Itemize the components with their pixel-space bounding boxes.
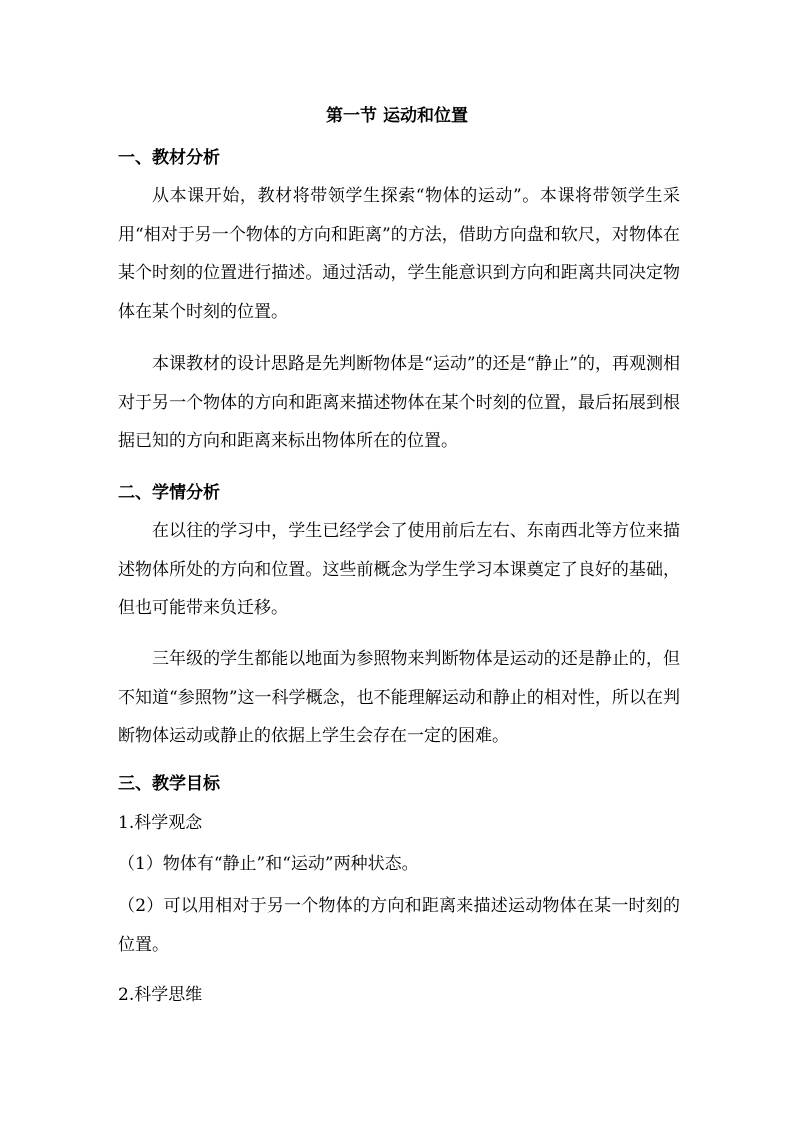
paragraph-textbook-analysis-1: 从本课开始，教材将带领学生探索“物体的运动”。本课将带领学生采用“相对于另一个物体的方向和距离”的方法，借助方向盘和软尺，对物体在某个时刻的位置进行描述。通过活动，学生能意识到方向和距离共同决定物体在某个时刻的位置。: [118, 186, 680, 322]
list-item-science-thinking: 2.科学思维: [118, 985, 203, 1005]
list-item-science-concept: 1.科学观念: [118, 813, 203, 833]
paragraph-student-analysis-2: 三年级的学生都能以地面为参照物来判断物体是运动的还是静止的，但不知道“参照物”这一科学概念，也不能理解运动和静止的相对性，所以在判断物体运动或静止的依据上学生会存在一定的困难。: [118, 649, 680, 746]
list-item-goal-1: （1）物体有“静止”和“运动”两种状态。: [118, 854, 419, 874]
section-heading-textbook-analysis: 一、教材分析: [118, 148, 220, 168]
list-item-goal-2: （2）可以用相对于另一个物体的方向和距离来描述运动物体在某一时刻的位置。: [118, 896, 680, 955]
paragraph-student-analysis-1: 在以往的学习中，学生已经学会了使用前后左右、东南西北等方位来描述物体所处的方向和位置。这些前概念为学生学习本课奠定了良好的基础，但也可能带来负迁移。: [118, 521, 680, 618]
section-heading-student-analysis: 二、学情分析: [118, 483, 220, 503]
paragraph-textbook-analysis-2: 本课教材的设计思路是先判断物体是“运动”的还是“静止”的，再观测相对于另一个物体的方向和距离来描述物体在某个时刻的位置，最后拓展到根据已知的方向和距离来标出物体所在的位置。: [118, 354, 680, 451]
section-heading-teaching-goals: 三、教学目标: [118, 774, 220, 794]
page-title: 第一节 运动和位置: [326, 106, 468, 126]
